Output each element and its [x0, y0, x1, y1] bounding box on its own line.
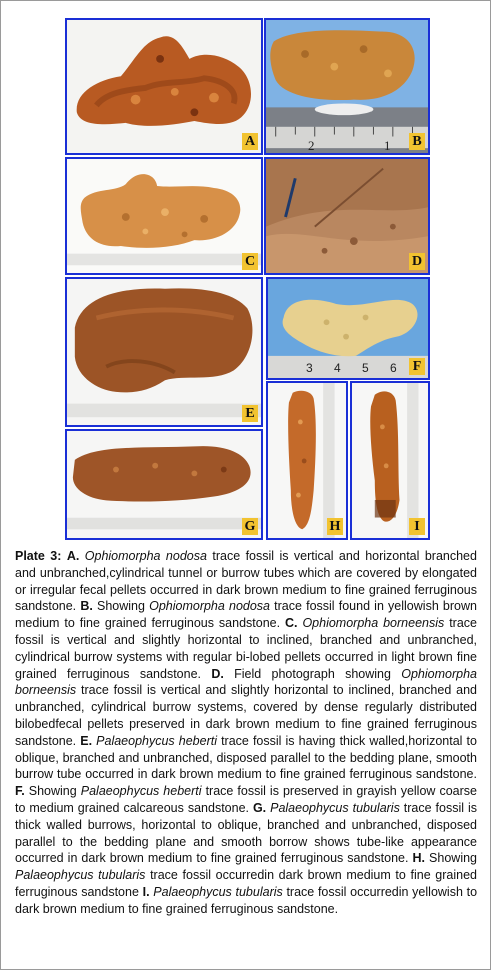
caption-part-key: C.	[285, 616, 303, 631]
scale-number: 1	[384, 138, 391, 153]
panel-f	[266, 277, 430, 380]
photo-palaeophycus-heberti-e	[67, 279, 261, 425]
panel-i	[350, 381, 430, 540]
caption-part-key: B.	[80, 599, 97, 614]
panel-d	[264, 157, 430, 275]
caption-part-key: H.	[412, 851, 430, 866]
plate-label: Plate 3:	[15, 549, 62, 563]
panel-g	[65, 429, 263, 540]
panel-a	[65, 18, 263, 155]
caption-part-key: E.	[80, 733, 97, 748]
species-name: Palaeophycus tubularis	[15, 868, 146, 883]
panel-label: B	[409, 133, 425, 150]
panel-label: F	[409, 358, 425, 375]
caption-part-key: A.	[66, 549, 85, 563]
species-name: Ophiomorpha borneensis	[15, 666, 477, 698]
photo-ophiomorpha-nodosa-b	[266, 20, 428, 153]
photo-palaeophycus-heberti-f	[268, 279, 428, 378]
species-name: Palaeophycus tubularis	[153, 884, 283, 899]
photo-field-outcrop-d	[266, 159, 428, 273]
species-name: Palaeophycus heberti	[96, 733, 217, 748]
panel-e	[65, 277, 263, 427]
scale-number: 2	[308, 138, 315, 153]
panel-label: D	[409, 253, 425, 270]
scale-number: 5	[362, 361, 369, 375]
scale-number: 3	[306, 361, 313, 375]
species-name: Palaeophycus tubularis	[270, 800, 400, 815]
photo-palaeophycus-tubularis-i	[352, 383, 428, 538]
panel-label: C	[242, 253, 258, 270]
caption-part-key: D.	[211, 666, 235, 681]
panel-label: H	[327, 518, 343, 535]
caption-part-key: G.	[252, 800, 271, 815]
photo-ophiomorpha-nodosa-a	[67, 20, 261, 153]
panel-label: E	[242, 405, 258, 422]
panel-h	[266, 381, 348, 540]
species-name: Ophiomorpha borneensis	[302, 616, 445, 631]
figure-caption	[15, 548, 477, 918]
panel-label: I	[409, 518, 425, 535]
photo-palaeophycus-tubularis-h	[268, 383, 346, 538]
panel-b	[264, 18, 430, 155]
panel-label: A	[242, 133, 258, 150]
photo-ophiomorpha-borneensis-c	[67, 159, 261, 273]
panel-c	[65, 157, 263, 275]
scale-number: 4	[334, 361, 341, 375]
caption-part-key: I.	[142, 884, 154, 899]
scale-number: 6	[390, 361, 397, 375]
photo-palaeophycus-tubularis-g	[67, 431, 261, 538]
caption-body: A. Ophiomorpha nodosa trace fossil is vertical and horizontal branched and unbranched,cylindrical tunnel or burrow tubes which are covered by elongated or irregular fecal pellets occurred in dark brown medium to fine grained ferruginous sandstone. B. Showing Ophiomorpha nodosa trace fossil found in yellowish brown medium to fine grained ferruginous sandstone. C. Ophiomorpha borneensis trace fossil is vertical and slightly horizontal to inclined, branched and unbranched, cylindrical burrow systems with regular bi-lobed pellets occurred in light brown fine grained ferruginous sandstone. D. Field photograph showing Ophiomorpha borneensis trace fossil is vertical and slightly horizontal to inclined, branched and unbranched, cylindrical burrow systems, covered by dense regularly distributed bilobedfecal pellets preserved in dark brown medium to fine grained ferruginous sandstone. E. Palaeophycus heberti trace fossil is having thick walled,horizontal to oblique, branched and unbranched, disposed parallel to the bedding plane, smooth burrow tube occurred in dark brown medium to fine grained ferruginous sandstone. F. Showing Palaeophycus heberti trace fossil is preserved in grayish yellow coarse to medium grained calcareous sandstone. G. Palaeophycus tubularis trace fossil is thick walled burrows, horizontal to oblique, branched and unbranched, disposed parallel to the bedding plane and smooth borrow shows tube-like appearance occurred in dark brown medium to fine grained ferruginous sandstone. H. Showing Palaeophycus tubularis trace fossil occurredin dark brown medium to fine grained ferruginous sandstone I. Palaeophycus tubularis trace fossil occurredin yellowish to dark brown medium to fine grained ferruginous sandstone.	[15, 549, 478, 916]
species-name: Palaeophycus heberti	[80, 784, 202, 799]
panel-label: G	[242, 518, 258, 535]
species-name: Ophiomorpha nodosa	[149, 599, 270, 614]
caption-part-key: F.	[15, 784, 29, 799]
species-name: Ophiomorpha nodosa	[84, 549, 207, 563]
